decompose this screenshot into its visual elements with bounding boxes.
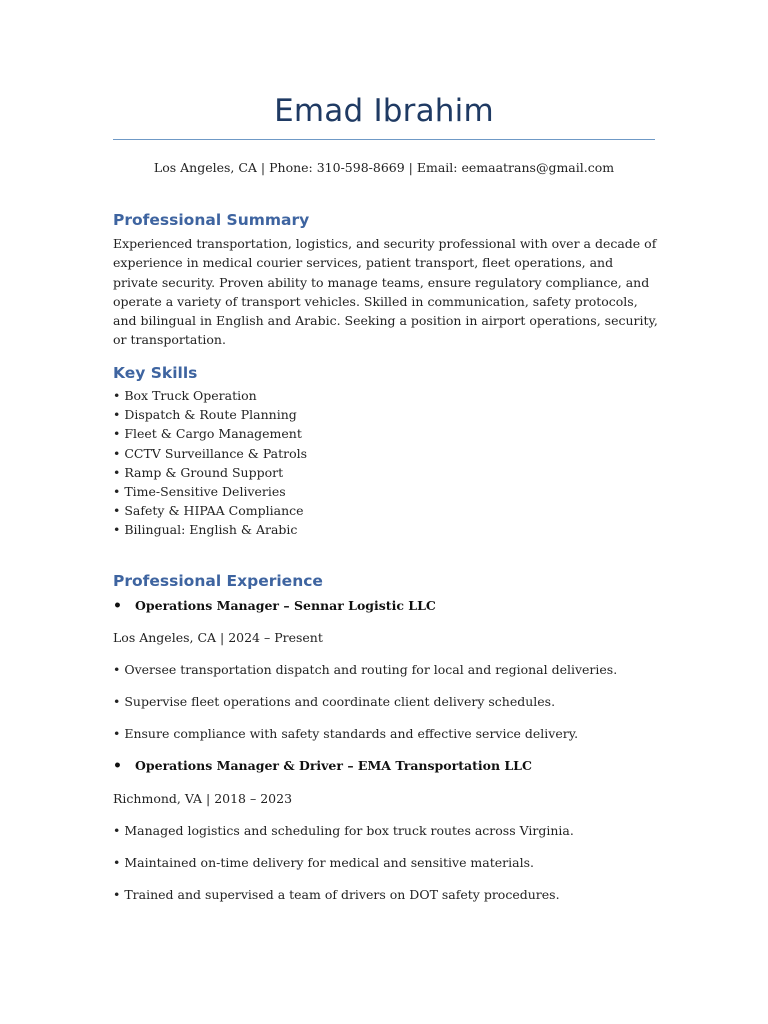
job-duty: • Maintained on-time delivery for medical and sensitive materials. [113, 855, 534, 870]
section-title-summary: Professional Summary [113, 211, 310, 229]
job-title [113, 598, 436, 614]
skill-item: • CCTV Surveillance & Patrols [113, 445, 308, 461]
job-duty: • Ensure compliance with safety standards and effective service delivery. [113, 726, 579, 741]
candidate-name: Emad Ibrahim [274, 93, 494, 129]
skill-item: • Time-Sensitive Deliveries [113, 484, 286, 500]
header-divider [113, 139, 655, 140]
job-duty: • Supervise fleet operations and coordinate client delivery schedules. [113, 694, 556, 709]
skill-item: • Ramp & Ground Support [113, 464, 284, 480]
contact-line: Los Angeles, CA | Phone: 310-598-8669 | Email: eemaatrans@gmail.com [153, 160, 615, 175]
job-title-text: Operations Manager – Sennar Logistic LLC [135, 598, 436, 613]
skill-item: • Box Truck Operation [113, 388, 257, 403]
job-title-text: Operations Manager & Driver – EMA Transportation LLC [135, 758, 532, 773]
bullet-icon: • [113, 598, 122, 614]
job-title [113, 758, 532, 774]
job-location: Richmond, VA | 2018 – 2023 [113, 791, 293, 806]
bullet-icon: • [113, 758, 122, 774]
job-duty: • Oversee transportation dispatch and routing for local and regional deliveries. [113, 662, 618, 677]
skill-item: • Bilingual: English & Arabic [113, 522, 298, 538]
skills-list [113, 386, 307, 540]
section-title-experience: Professional Experience [113, 572, 323, 590]
skill-item: • Dispatch & Route Planning [113, 407, 297, 423]
summary-text: Experienced transportation, logistics, and security professional with over a decade of experience in medical courier services, patient transport, fleet operations, and private security. Proven ability to manage teams, ensure regulatory compliance, and operate a variety of transport vehicles. Skilled in communication, safety protocols, and bilingual in English and Arabic. Seeking a position in airport operations, security, or transportation. [113, 236, 658, 348]
job-location: Los Angeles, CA | 2024 – Present [113, 630, 323, 645]
section-title-skills: Key Skills [113, 364, 198, 382]
skill-item: • Fleet & Cargo Management [113, 426, 302, 442]
skill-item: • Safety & HIPAA Compliance [113, 503, 304, 519]
job-duty: • Trained and supervised a team of drivers on DOT safety procedures. [113, 887, 560, 902]
job-duty: • Managed logistics and scheduling for box truck routes across Virginia. [113, 823, 574, 838]
